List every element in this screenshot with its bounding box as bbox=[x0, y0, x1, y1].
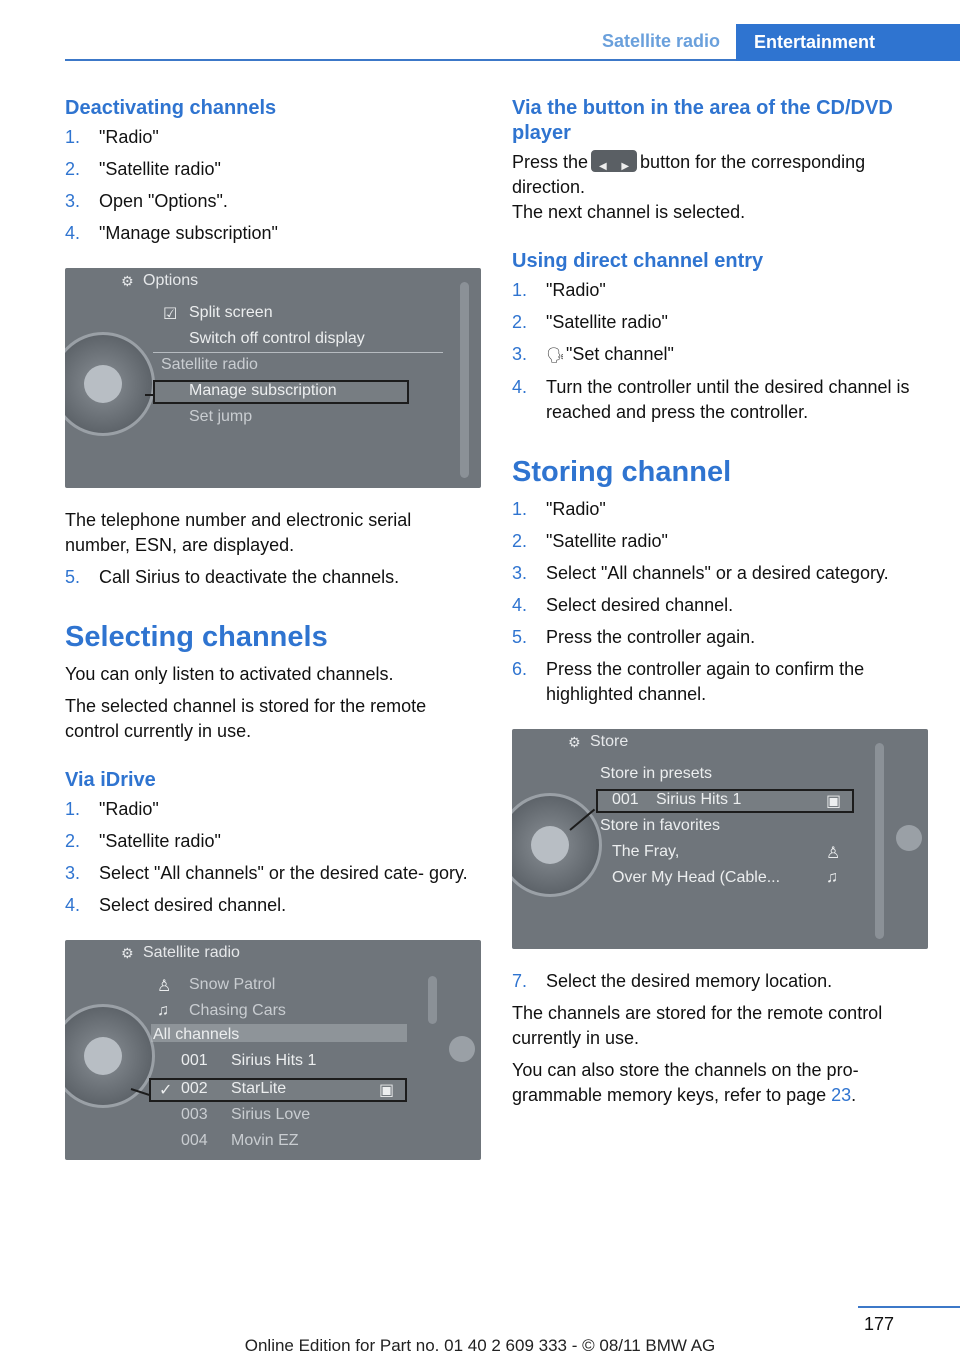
list-item: 1. "Radio" bbox=[65, 799, 159, 819]
list-item: 4. Select desired channel. bbox=[65, 895, 287, 915]
list-item: 2. "Satellite radio" bbox=[65, 159, 221, 179]
screen-row: 004 bbox=[181, 1132, 208, 1149]
option-button-graphic bbox=[896, 825, 922, 851]
list-item: 4. Turn the controller until the desired channel is reached and press the controller. bbox=[512, 377, 910, 422]
heading-storing-channel: Storing channel bbox=[512, 456, 732, 488]
artist-icon: ♙ bbox=[826, 845, 841, 862]
voice-command-icon: 🗣 bbox=[546, 347, 566, 364]
screen-row: All channels bbox=[153, 1026, 240, 1043]
screen-row: The Fray, bbox=[612, 843, 680, 860]
screen-row: Sirius Hits 1 bbox=[231, 1052, 317, 1069]
edition-footer: Online Edition for Part no. 01 40 2 609 333 - © 08/11 BMW AG bbox=[244, 1336, 716, 1355]
list-item: 1. "Radio" bbox=[65, 127, 159, 147]
page-header bbox=[65, 24, 960, 61]
artist-icon: ♙ bbox=[157, 978, 172, 995]
list-item: 1. "Radio" bbox=[512, 499, 606, 519]
screen-row: Over My Head (Cable... bbox=[612, 869, 781, 886]
footer-rule bbox=[858, 1306, 960, 1308]
screen-title: Options bbox=[143, 272, 199, 289]
storing-steps bbox=[512, 497, 928, 707]
options-screenshot bbox=[65, 268, 481, 488]
heading-selecting-channels: Selecting channels bbox=[65, 621, 328, 653]
storing-step-7 bbox=[512, 969, 928, 994]
satellite-radio-screenshot bbox=[65, 940, 481, 1160]
screen-row: Movin EZ bbox=[231, 1132, 299, 1149]
deactivating-step-5 bbox=[65, 565, 481, 590]
heading-direct-channel-entry: Using direct channel entry bbox=[512, 250, 764, 272]
screen-row: Switch off control display bbox=[189, 330, 365, 347]
controller-dial-graphic bbox=[65, 332, 155, 436]
option-button-graphic bbox=[449, 1036, 475, 1062]
screen-row: Store in favorites bbox=[600, 817, 721, 834]
paragraph: You can only listen to activated channels. bbox=[65, 664, 394, 684]
preset-icon: ▣ bbox=[379, 1082, 395, 1099]
paragraph: The selected channel is stored for the remote control currently in use. bbox=[65, 696, 427, 741]
heading-via-button: Via the button in the area of the CD/DVD player bbox=[512, 97, 893, 144]
store-screenshot bbox=[512, 729, 928, 949]
direct-entry-steps bbox=[512, 278, 928, 425]
screen-title: Satellite radio bbox=[143, 944, 240, 961]
menu-icon: ⚙ bbox=[568, 734, 581, 750]
check-icon: ☑ bbox=[163, 306, 178, 323]
scrollbar-graphic bbox=[875, 743, 884, 939]
screen-row: Chasing Cars bbox=[189, 1002, 286, 1019]
list-item: 4. "Manage subscription" bbox=[65, 223, 278, 243]
check-icon: ✓ bbox=[159, 1082, 173, 1099]
list-item: 1. "Radio" bbox=[512, 280, 606, 300]
left-column bbox=[65, 96, 481, 1180]
list-item: 2. "Satellite radio" bbox=[65, 831, 221, 851]
list-item: 3. Select "All channels" or a desired category. bbox=[512, 563, 889, 583]
screen-row: Manage subscription bbox=[189, 382, 337, 399]
skip-buttons-icon bbox=[591, 150, 637, 172]
list-item: 3. Open "Options". bbox=[65, 191, 228, 211]
list-item: 2. "Satellite radio" bbox=[512, 531, 668, 551]
screen-row: Set jump bbox=[189, 408, 253, 425]
deactivating-steps bbox=[65, 125, 481, 246]
paragraph: The channels are stored for the remote control currently in use. bbox=[512, 1003, 883, 1048]
screen-row: Satellite radio bbox=[161, 356, 258, 373]
menu-icon: ⚙ bbox=[121, 273, 134, 289]
header-chapter-tab: Entertainment bbox=[736, 24, 960, 61]
screen-row: Snow Patrol bbox=[189, 976, 276, 993]
paragraph: Press the◀ ▶ button for the corresponding direction. The next channel is selected. bbox=[512, 150, 928, 225]
via-idrive-steps bbox=[65, 797, 481, 918]
list-item: 3. Select "All channels" or the desired cate- gory. bbox=[65, 863, 468, 883]
screen-row: Store in presets bbox=[600, 765, 713, 782]
screen-row: Split screen bbox=[189, 304, 273, 321]
screen-title: Store bbox=[590, 733, 629, 750]
list-item: 3. 🗣"Set channel" bbox=[512, 342, 928, 368]
list-item: 2. "Satellite radio" bbox=[512, 312, 668, 332]
preset-icon: ▣ bbox=[826, 793, 842, 810]
screen-row: StarLite bbox=[231, 1080, 287, 1097]
controller-dial-graphic bbox=[512, 793, 602, 897]
list-item: 6. Press the controller again to confirm the highlighted channel. bbox=[512, 659, 865, 704]
music-note-icon: ♫ bbox=[157, 1002, 169, 1019]
heading-deactivating-channels: Deactivating channels bbox=[65, 97, 277, 119]
screen-row: 001 bbox=[612, 791, 639, 808]
menu-icon: ⚙ bbox=[121, 945, 134, 961]
list-item: 4. Select desired channel. bbox=[512, 595, 734, 615]
screen-row: 001 bbox=[181, 1052, 208, 1069]
scrollbar-graphic bbox=[460, 282, 469, 478]
list-item: 7. Select the desired memory location. bbox=[512, 971, 833, 991]
list-item: 5. Call Sirius to deactivate the channels. bbox=[65, 567, 400, 587]
paragraph: The telephone number and electronic serial number, ESN, are displayed. bbox=[65, 510, 412, 555]
header-section-title: Satellite radio bbox=[601, 31, 720, 51]
paragraph: You can also store the channels on the pro- grammable memory keys, refer to page 23. bbox=[512, 1060, 859, 1105]
page-reference-link[interactable]: 23 bbox=[831, 1085, 852, 1105]
list-item: 5. Press the controller again. bbox=[512, 627, 756, 647]
page-number: 177 bbox=[864, 1314, 895, 1334]
music-note-icon: ♫ bbox=[826, 869, 838, 886]
heading-via-idrive: Via iDrive bbox=[65, 769, 156, 791]
screen-row: Sirius Hits 1 bbox=[656, 791, 742, 808]
screen-row: 003 bbox=[181, 1106, 208, 1123]
screen-row: 002 bbox=[181, 1080, 208, 1097]
right-column bbox=[512, 96, 928, 1115]
screen-row: Sirius Love bbox=[231, 1106, 311, 1123]
scrollbar-graphic bbox=[428, 976, 437, 1024]
